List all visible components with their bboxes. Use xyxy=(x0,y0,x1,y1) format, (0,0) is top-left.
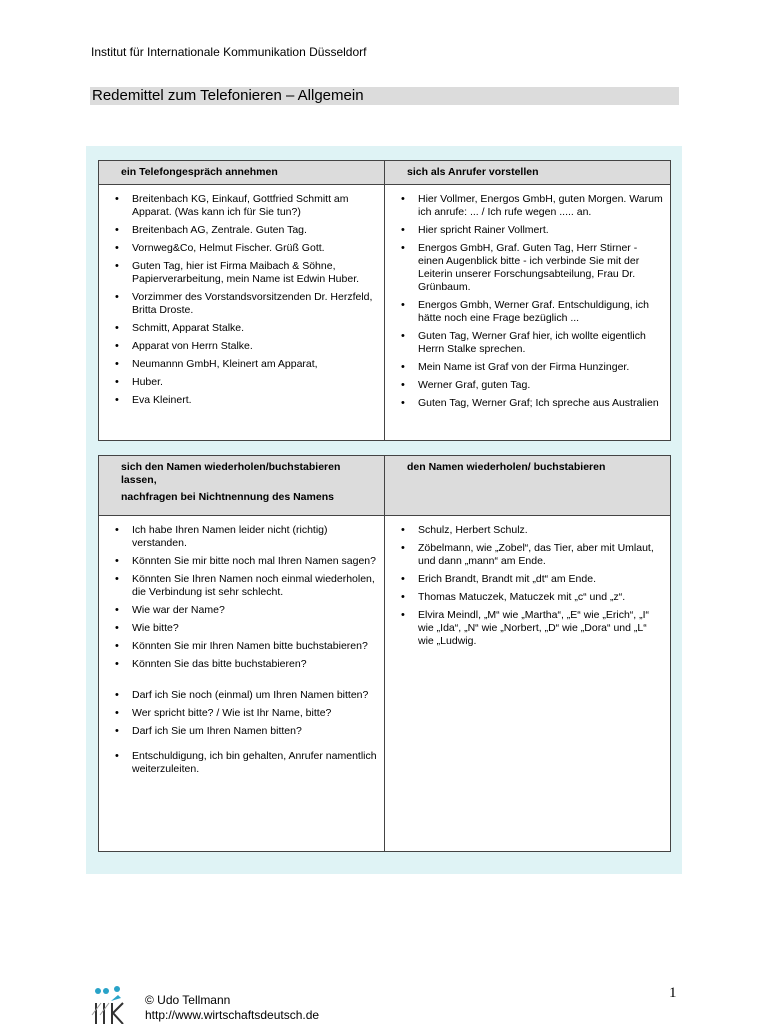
footer-credits xyxy=(145,993,319,1023)
list-introduce-caller xyxy=(385,185,670,419)
list-item: • Energos Gmbh, Werner Graf. Entschuldigung, ich hätte noch eine Frage bezüglich ... xyxy=(399,299,664,325)
list-item: • Guten Tag, Werner Graf; Ich spreche aus Australien xyxy=(399,397,664,410)
page-title: Redemittel zum Telefonieren – Allgemein xyxy=(90,87,679,105)
cell-repeat-name xyxy=(385,516,671,852)
list-item: • Energos GmbH, Graf. Guten Tag, Herr Stirner - einen Augenblick bitte - ich verbinde Sie mit der Leiterin unserer Forschungsabteilung, Frau Dr. Grünbaum. xyxy=(399,242,664,294)
list-item: • Apparat von Herrn Stalke. xyxy=(113,340,378,353)
heading-ask-name xyxy=(99,456,385,516)
list-item: • Wie bitte? xyxy=(113,622,378,635)
heading-ask-name-line2: nachfragen bei Nichtnennung des Namens xyxy=(121,491,334,503)
list-item: • Neumannn GmbH, Kleinert am Apparat, xyxy=(113,358,378,371)
heading-answer-call: ein Telefongespräch annehmen xyxy=(99,161,385,185)
list-item: • Hier spricht Rainer Vollmert. xyxy=(399,224,664,237)
heading-ask-name-line1: sich den Namen wiederholen/buchstabieren lassen, xyxy=(121,461,341,486)
list-item: • Mein Name ist Graf von der Firma Hunzinger. xyxy=(399,361,664,374)
list-item: • Wer spricht bitte? / Wie ist Ihr Name, bitte? xyxy=(113,707,378,720)
list-item: • Eva Kleinert. xyxy=(113,394,378,407)
list-item: • Könnten Sie das bitte buchstabieren? xyxy=(113,658,378,671)
list-item: • Zöbelmann, wie „Zobel“, das Tier, aber mit Umlaut, und dann „mann“ am Ende. xyxy=(399,542,664,568)
list-item: • Könnten Sie Ihren Namen noch einmal wiederholen, die Verbindung ist sehr schlecht. xyxy=(113,573,378,599)
list-item: • Werner Graf, guten Tag. xyxy=(399,379,664,392)
heading-introduce-caller: sich als Anrufer vorstellen xyxy=(385,161,671,185)
institute-header: Institut für Internationale Kommunikation Düsseldorf xyxy=(91,45,367,59)
cell-answer-call xyxy=(99,185,385,441)
list-item: • Könnten Sie mir Ihren Namen bitte buchstabieren? xyxy=(113,640,378,653)
footer-copyright: © Udo Tellmann xyxy=(145,993,231,1007)
page-number: 1 xyxy=(669,985,677,1001)
list-answer-call xyxy=(99,185,384,416)
footer-url[interactable]: http://www.wirtschaftsdeutsch.de xyxy=(145,1008,320,1022)
list-item: • Thomas Matuczek, Matuczek mit „c“ und „z“. xyxy=(399,591,664,604)
list-item: • Darf ich Sie noch (einmal) um Ihren Namen bitten? xyxy=(113,689,378,702)
list-item: • Breitenbach KG, Einkauf, Gottfried Schmitt am Apparat. (Was kann ich für Sie tun?) xyxy=(113,193,378,219)
iik-logo-icon xyxy=(91,985,131,1024)
table-name-spelling xyxy=(98,455,671,852)
list-item: • Breitenbach AG, Zentrale. Guten Tag. xyxy=(113,224,378,237)
heading-repeat-name: den Namen wiederholen/ buchstabieren xyxy=(385,456,671,516)
list-item: • Guten Tag, hier ist Firma Maibach & Söhne, Papierverarbeitung, mein Name ist Edwin Huber. xyxy=(113,260,378,286)
table-phone-intro xyxy=(98,160,671,441)
list-item: • Erich Brandt, Brandt mit „dt“ am Ende. xyxy=(399,573,664,586)
list-item: • Ich habe Ihren Namen leider nicht (richtig) verstanden. xyxy=(113,524,378,550)
list-item: • Vornweg&Co, Helmut Fischer. Grüß Gott. xyxy=(113,242,378,255)
list-item: • Vorzimmer des Vorstandsvorsitzenden Dr. Herzfeld, Britta Droste. xyxy=(113,291,378,317)
list-item: • Elvira Meindl, „M“ wie „Martha“, „E“ wie „Erich“, „I“ wie „Ida“, „N“ wie „Norbert, „D“ wie „Dora“ und „L“ wie „Ludwig. xyxy=(399,609,664,648)
list-item: • Schmitt, Apparat Stalke. xyxy=(113,322,378,335)
list-item: • Entschuldigung, ich bin gehalten, Anrufer namentlich weiterzuleiten. xyxy=(113,750,378,776)
list-item: • Wie war der Name? xyxy=(113,604,378,617)
list-item: • Guten Tag, Werner Graf hier, ich wollte eigentlich Herrn Stalke sprechen. xyxy=(399,330,664,356)
list-item: • Hier Vollmer, Energos GmbH, guten Morgen. Warum ich anrufe: ... / Ich rufe wegen ..... an. xyxy=(399,193,664,219)
list-item: • Schulz, Herbert Schulz. xyxy=(399,524,664,537)
cell-introduce-caller xyxy=(385,185,671,441)
list-item: • Könnten Sie mir bitte noch mal Ihren Namen sagen? xyxy=(113,555,378,568)
list-item: • Huber. xyxy=(113,376,378,389)
list-item: • Darf ich Sie um Ihren Namen bitten? xyxy=(113,725,378,738)
list-ask-name xyxy=(99,516,384,785)
cell-ask-name xyxy=(99,516,385,852)
list-repeat-name xyxy=(385,516,670,657)
